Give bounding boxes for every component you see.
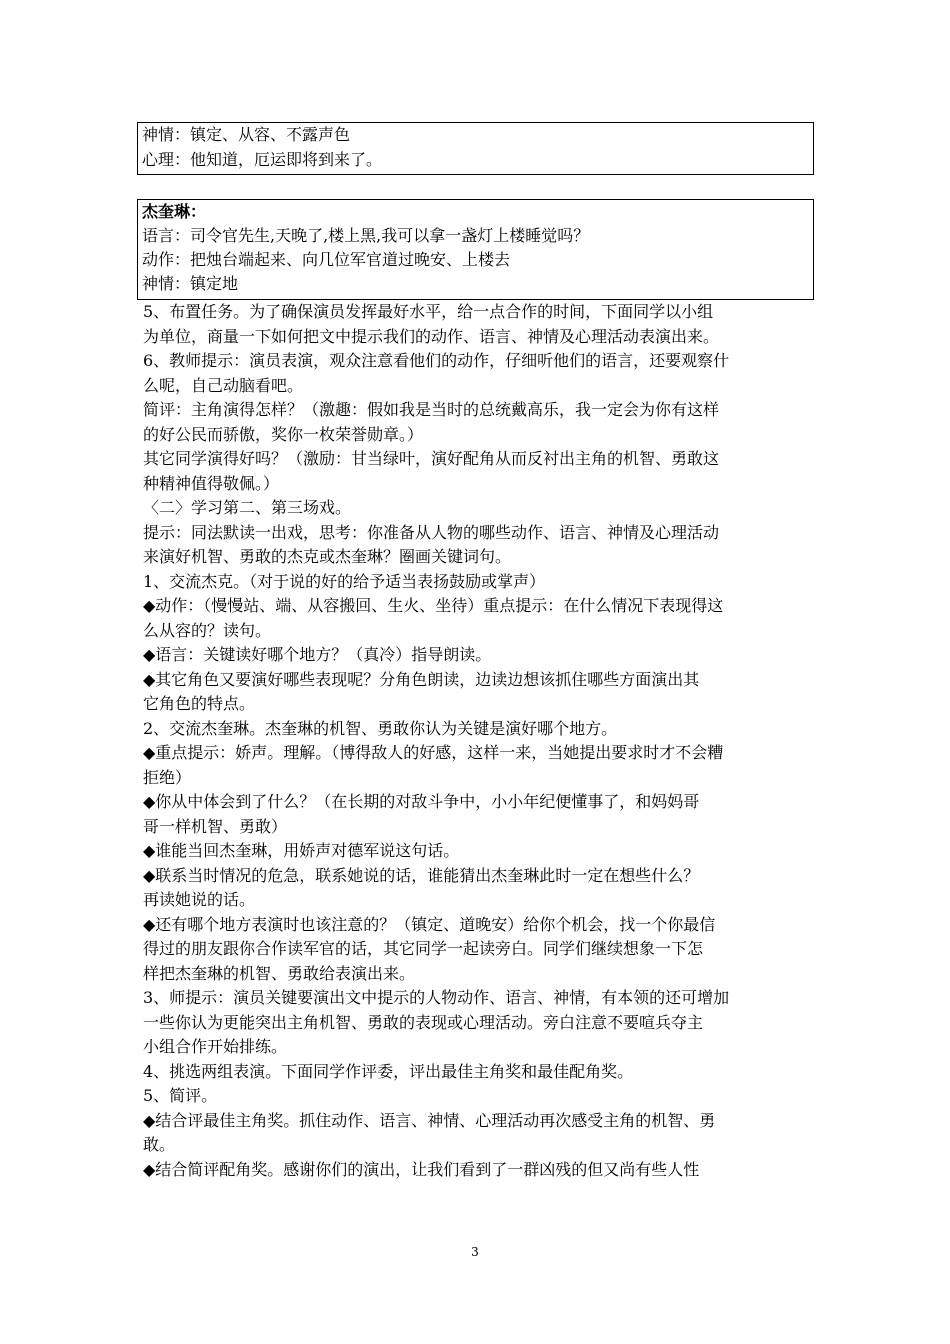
text-line: 其它同学演得好吗？（激励：甘当绿叶，演好配角从而反衬出主角的机智、勇敢这: [143, 449, 720, 468]
text-line: ◆其它角色又要演好哪些表现呢？分角色朗读，边读边想该抓住哪些方面演出其: [143, 669, 700, 689]
text-line: 5、布置任务。为了确保演员发挥最好水平，给一点合作的时间，下面同学以小组: [143, 302, 714, 321]
lesson-body-text: [143, 300, 811, 1182]
text-line: ◆结合简评配角奖。感谢你们的演出，让我们看到了一群凶残的但又尚有些人性: [143, 1159, 700, 1179]
table-line: 语言：司令官先生,天晚了,楼上黑,我可以拿一盏灯上楼睡觉吗？: [142, 226, 590, 245]
text-line: 6、教师提示：演员表演，观众注意看他们的动作，仔细听他们的语言，还要观察什: [143, 351, 730, 370]
text-line: 4、挑选两组表演。下面同学作评委，评出最佳主角奖和最佳配角奖。: [143, 1061, 634, 1081]
text-line: ◆你从中体会到了什么？（在长期的对敌斗争中，小小年纪便懂事了，和妈妈哥: [143, 792, 700, 811]
text-line: 一些你认为更能突出主角机智、勇敢的表现或心理活动。旁白注意不要喧兵夺主: [143, 1012, 704, 1032]
table-line: 神情：镇定地: [142, 274, 239, 293]
text-line: 得过的朋友跟你合作读军官的话，其它同学一起读旁白。同学们继续想象一下怎: [143, 939, 704, 958]
text-line: 的好公民而骄傲，奖你一枚荣誉勋章。）: [143, 424, 424, 444]
text-line: 〈二〉学习第二、第三场戏。: [143, 498, 352, 517]
character-table-jack: [137, 122, 814, 175]
text-line: ◆还有哪个地方表演时也该注意的？（镇定、道晚安）给你个机会，找一个你最信: [143, 914, 716, 934]
table-title: 杰奎琳：: [142, 202, 207, 221]
text-line: 小组合作开始排练。: [143, 1037, 288, 1056]
text-line: 拒绝）: [143, 767, 192, 787]
text-line: 样把杰奎琳的机智、勇敢给表演出来。: [143, 963, 416, 983]
table-line: 心理：他知道，厄运即将到来了。: [142, 149, 383, 169]
text-line: 敢。: [143, 1135, 176, 1154]
table-line: 神情：镇定、从容、不露声色: [142, 125, 351, 144]
text-line: 么呢，自己动脑看吧。: [143, 375, 304, 395]
text-line: 来演好机智、勇敢的杰克或杰奎琳？圈画关键词句。: [143, 547, 512, 566]
text-line: 提示：同法默读一出戏，思考：你准备从人物的哪些动作、语言、神情及心理活动: [143, 522, 720, 542]
page-number: 3: [471, 1245, 479, 1259]
text-line: 种精神值得敬佩。）: [143, 473, 280, 493]
text-line: 哥一样机智、勇敢）: [143, 816, 288, 836]
text-line: ◆联系当时情况的危急，联系她说的话，谁能猜出杰奎琳此时一定在想些什么？: [143, 865, 700, 885]
text-line: ◆重点提示：娇声。理解。（博得敌人的好感，这样一来，当她提出要求时才不会糟: [143, 743, 724, 762]
text-line: 再读她说的话。: [143, 890, 256, 909]
text-line: 3、师提示：演员关键要演出文中提示的人物动作、语言、神情，有本领的还可增加: [143, 988, 730, 1007]
table-line: 动作：把烛台端起来、向几位军官道过晚安、上楼去: [142, 250, 511, 269]
text-line: 么从容的？读句。: [143, 620, 272, 640]
text-line: 2、交流杰奎琳。杰奎琳的机智、勇敢你认为关键是演好哪个地方。: [143, 718, 618, 738]
text-line: 它角色的特点。: [143, 694, 256, 713]
text-line: 5、简评。: [143, 1086, 218, 1105]
text-line: ◆动作：（慢慢站、端、从容搬回、生火、坐待）重点提示：在什么情况下表现得这: [143, 596, 724, 615]
text-line: 为单位，商量一下如何把文中提示我们的动作、语言、神情及心理活动表演出来。: [143, 326, 720, 346]
text-line: 1、交流杰克。（对于说的好的给予适当表扬鼓励或掌声）: [143, 571, 546, 591]
text-line: ◆结合评最佳主角奖。抓住动作、语言、神情、心理活动再次感受主角的机智、勇: [143, 1110, 716, 1130]
text-line: ◆谁能当回杰奎琳，用娇声对德军说这句话。: [143, 841, 460, 860]
text-line: ◆语言：关键读好哪个地方？（真冷）指导朗读。: [143, 645, 492, 664]
character-table-jacqueline: [137, 199, 814, 300]
text-line: 简评：主角演得怎样？（激趣：假如我是当时的总统戴高乐，我一定会为你有这样: [143, 400, 720, 419]
